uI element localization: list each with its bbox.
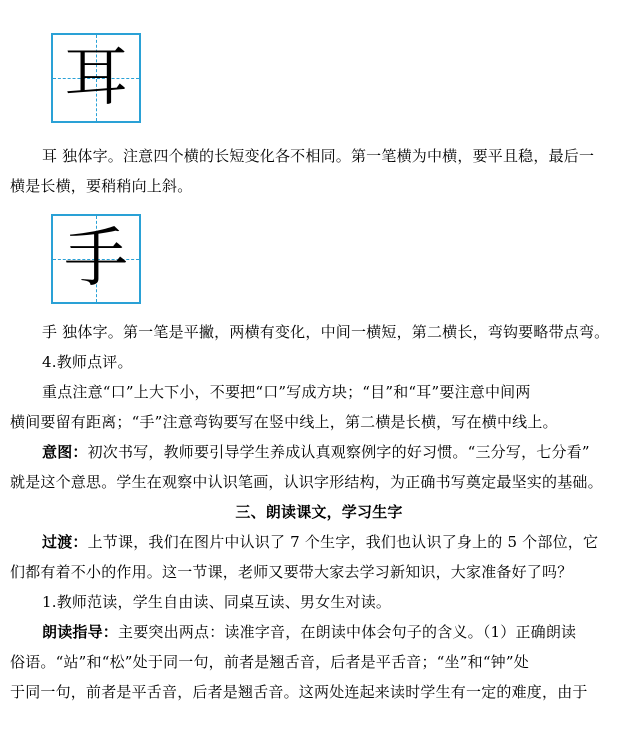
character-grid-shou [51,214,141,304]
reading-line1: 主要突出两点：读准字音，在朗读中体会句子的含义。（1）正确朗读 [118,623,577,641]
reading-label: 朗读指导： [42,623,119,641]
transition-label: 过渡： [42,533,88,551]
intent-label: 意图： [42,443,88,461]
step-1: 1.教师范读，学生自由读、同桌互读、男女生对读。 [42,593,392,611]
char-shou-desc: 手 独体字。第一笔是平撇，两横有变化，中间一横短，第二横长，弯钩要略带点弯。 [42,323,610,341]
transition-line1: 上节课，我们在图片中认识了 7 个生字，我们也认识了身上的 5 个部位，它 [87,533,599,551]
step-4: 4.教师点评。 [42,353,133,371]
intent-line1: 初次书写，教师要引导学生养成认真观察例字的好习惯。“三分写，七分看” [87,443,590,461]
reading-line2: 俗语。“站”和“松”处于同一句，前者是翘舌音，后者是平舌音；“坐”和“钟”处 [10,653,529,671]
focus-line2: 横间要留有距离；“手”注意弯钩要写在竖中线上，第二横是长横，写在横中线上。 [10,413,558,431]
transition-line2: 们都有着不小的作用。这一节课，老师又要带大家去学习新知识，大家准备好了吗？ [10,563,573,581]
char-er-desc-line1: 耳 独体字。注意四个横的长短变化各不相同。第一笔横为中横，要平且稳，最后一 [42,147,595,165]
character-shou: 手 [64,222,128,296]
focus-line1: 重点注意“口”上大下小，不要把“口”写成方块；“目”和“耳”要注意中间两 [42,383,531,401]
char-er-description [10,141,628,201]
character-grid-er [51,33,141,123]
section-3-title: 三、朗读课文，学习生字 [235,503,403,521]
character-er: 耳 [64,41,128,115]
char-shou-description [10,317,628,707]
char-er-desc-line2: 横是长横，要稍稍向上斜。 [10,177,193,195]
intent-line2: 就是这个意思。学生在观察中认识笔画，认识字形结构，为正确书写奠定最坚实的基础。 [10,473,603,491]
reading-line3: 于同一句，前者是平舌音，后者是翘舌音。这两处连起来读时学生有一定的难度，由于 [10,683,588,701]
